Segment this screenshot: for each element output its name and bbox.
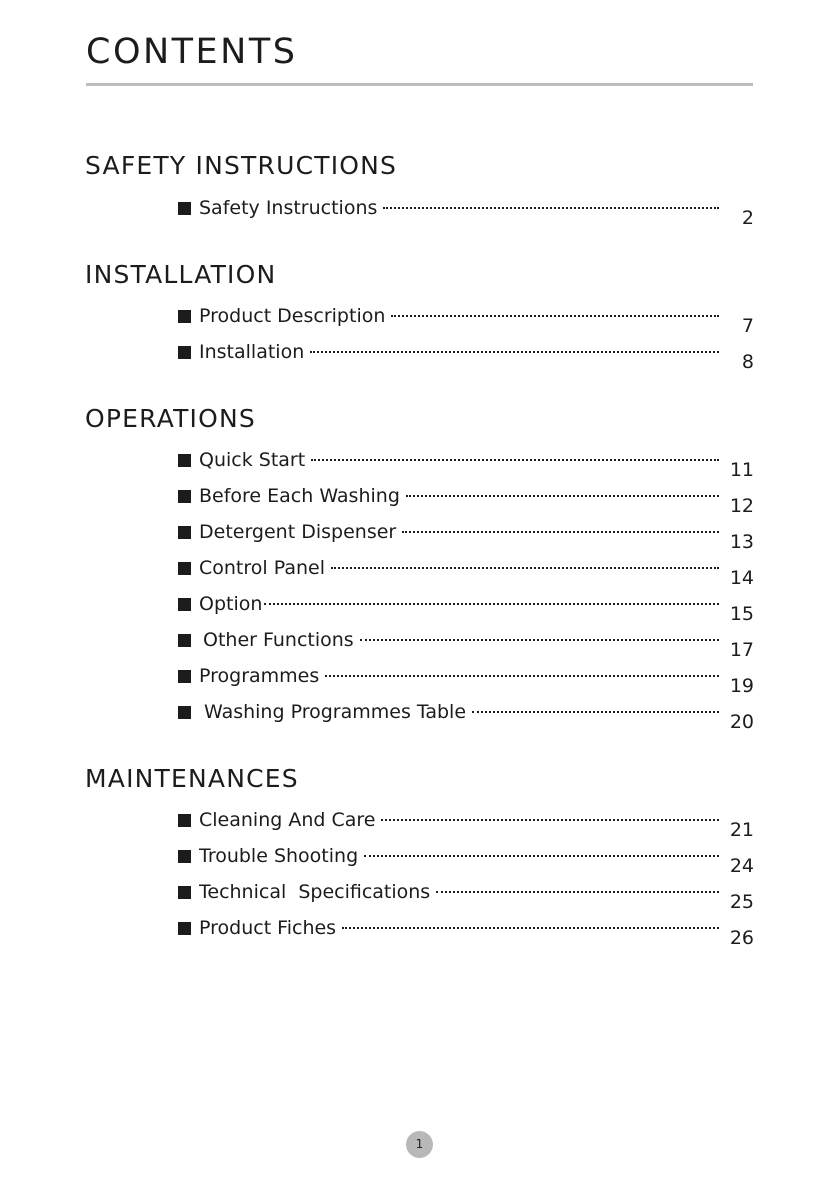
toc-entry-label: Product Fiches [199,917,337,939]
dot-leader [364,855,719,857]
toc-entry-product-fiches[interactable] [178,913,756,949]
dot-leader [436,891,719,893]
dot-leader [383,207,719,209]
toc-entry-label: Safety Instructions [199,197,378,219]
toc-entry-control-panel[interactable] [178,553,756,589]
section-heading-operations: OPERATIONS [85,404,256,433]
toc-entry-label: Other Functions [203,629,354,651]
toc-entry-page: 19 [729,675,754,697]
toc-entry-label: Programmes [199,665,320,687]
toc-entry-page: 17 [729,639,754,661]
square-bullet-icon [178,202,191,215]
section-heading-installation: INSTALLATION [85,260,277,289]
toc-entry-page: 2 [741,207,754,229]
square-bullet-icon [178,814,191,827]
square-bullet-icon [178,922,191,935]
square-bullet-icon [178,634,191,647]
page-number-badge: 1 [406,1131,433,1158]
dot-leader [310,351,719,353]
square-bullet-icon [178,598,191,611]
toc-entry-washing-programmes-table[interactable] [178,697,756,733]
dot-leader [381,819,719,821]
toc-entry-page: 11 [729,459,754,481]
dot-leader [311,459,719,461]
toc-entry-page: 8 [741,351,754,373]
toc-entry-page: 14 [729,567,754,589]
toc-entry-page: 26 [729,927,754,949]
square-bullet-icon [178,562,191,575]
square-bullet-icon [178,454,191,467]
square-bullet-icon [178,886,191,899]
toc-entry-label: Product Description [199,305,386,327]
toc-entry-page: 24 [729,855,754,877]
toc-entry-trouble-shooting[interactable] [178,841,756,877]
dot-leader [402,531,719,533]
toc-entry-before-each-washing[interactable] [178,481,756,517]
toc-entry-label: Technical Specifications [199,881,431,903]
toc-entry-label: Detergent Dispenser [199,521,397,543]
toc-entry-page: 15 [729,603,754,625]
toc-entry-page: 12 [729,495,754,517]
square-bullet-icon [178,526,191,539]
page-title: CONTENTS [86,32,298,72]
toc-entry-label: Quick Start [199,449,306,471]
dot-leader [325,675,719,677]
square-bullet-icon [178,490,191,503]
toc-entry-quick-start[interactable] [178,445,756,481]
square-bullet-icon [178,706,191,719]
toc-entry-label: Washing Programmes Table [204,701,467,723]
toc-entry-option[interactable] [178,589,756,625]
square-bullet-icon [178,670,191,683]
toc-entry-cleaning-and-care[interactable] [178,805,756,841]
dot-leader [391,315,719,317]
toc-entry-label: Before Each Washing [199,485,400,507]
toc-entry-other-functions[interactable] [178,625,756,661]
toc-entry-technical-specifications[interactable] [178,877,756,913]
dot-leader [264,603,719,605]
toc-entry-page: 20 [729,711,754,733]
dot-leader [406,495,719,497]
toc-entry-label: Control Panel [199,557,325,579]
toc-entry-page: 7 [741,315,754,337]
square-bullet-icon [178,850,191,863]
square-bullet-icon [178,310,191,323]
toc-entry-programmes[interactable] [178,661,756,697]
toc-entry-label: Option [199,593,263,615]
dot-leader [342,927,719,929]
toc-entry-label: Trouble Shooting [199,845,359,867]
toc-entry-detergent-dispenser[interactable] [178,517,756,553]
dot-leader [331,567,719,569]
toc-entry-product-description[interactable] [178,301,756,337]
section-heading-maintenances: MAINTENANCES [85,764,299,793]
title-divider [86,83,753,86]
dot-leader [360,639,719,641]
section-heading-safety: SAFETY INSTRUCTIONS [85,151,398,180]
square-bullet-icon [178,346,191,359]
toc-entry-page: 13 [729,531,754,553]
toc-entry-page: 21 [729,819,754,841]
toc-entry-installation[interactable] [178,337,756,373]
toc-entry-label: Installation [199,341,305,363]
toc-entry-safety-instructions[interactable] [178,193,756,229]
dot-leader [472,711,719,713]
toc-entry-page: 25 [729,891,754,913]
toc-entry-label: Cleaning And Care [199,809,376,831]
